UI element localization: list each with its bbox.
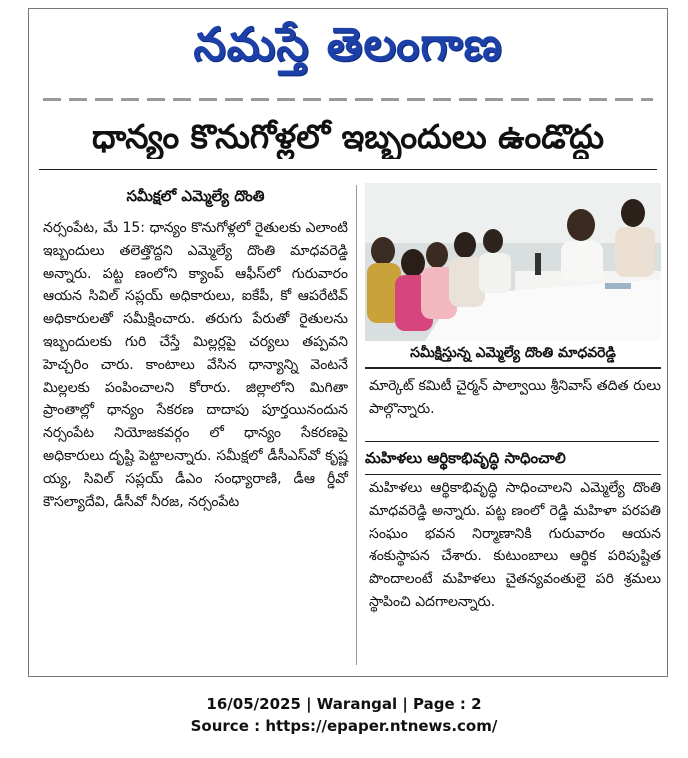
meeting-photo-illustration: [365, 183, 661, 341]
photo-caption: సమీక్షిస్తున్న ఎమ్మెల్యే దొంతి మాధవరెడ్డి: [365, 345, 661, 369]
section-rule: [365, 441, 659, 442]
article-subhead-right: మహిళలు ఆర్థికాభివృద్ధి సాధించాలి: [365, 449, 661, 475]
cut-edge: [43, 97, 653, 103]
footer-dateline: 16/05/2025 | Warangal | Page : 2: [206, 695, 482, 713]
article-photo: [365, 183, 661, 341]
column-divider: [356, 185, 357, 665]
masthead: [29, 11, 667, 81]
body-right-bottom-text: మహిళలు ఆర్థికాభివృద్ధి సాధించాలని ఎమ్మెల్యే దొంతి మాధవరెడ్డి అన్నారు. పట్ట ణంలో రెడ్డి మహిళా పరపతి సంఘం భవన నిర్మాణానికి గురువారం ఆయన శంకుస్థాపన చేశారు. కుటుంబాలు ఆర్థిక పరిపుష్టిత పొందాలంటే మహిళలు చైతన్యవంతులై పరి శ్రమలు స్థాపించి ఎదగాలన్నారు.: [369, 480, 661, 610]
body-right-top-text: మార్కెట్ కమిటీ చైర్మన్ పాల్వాయి శ్రీనివాస్ తదిత రులు పాల్గొన్నారు.: [369, 378, 661, 417]
newspaper-clipping: [28, 8, 668, 677]
headline-rule: [39, 169, 657, 170]
footer-source: Source : https://epaper.ntnews.com/: [190, 717, 498, 735]
article-body-right-top: [369, 375, 661, 421]
body-left-text: నర్సంపేట, మే 15: ధాన్యం కొనుగోళ్లలో రైతులకు ఎలాంటి ఇబ్బందులు తలెత్తొద్దని ఎమ్మెల్యే దొంతి మాధవరెడ్డి అన్నారు. పట్ట ణంలోని క్యాంప్ ఆఫీస్‌లో గురువారం ఆయన సివిల్ సప్లయ్ అధికారులు, ఐకేపీ, కో ఆపరేటివ్ అధికారులతో సమీక్షించారు. తరుగు పేరుతో రైతులను ఇబ్బందులకు గురి చేస్తే మిల్లర్లపై చర్యలు తప్పవని హెచ్చరిం చారు. కాంటాలు వేసిన ధాన్యాన్ని వెంటనే మిల్లలకు పంపించాలని కోరారు. జిల్లాలోని మిగితా ప్రాంతాల్లో ధాన్యం సేకరణ దాదాపు పూర్తయినందున నర్సంపేట నియోజకవర్గం లో ధాన్యం సేకరణపై అధికారులు దృష్టి పెట్టాలన్నారు. సమీక్షలో డీసీఎస్‌వో కృష్ణ య్య, సివిల్ సప్లయ్ డీఎం సంధ్యారాణి, డీఆ ర్డీవో కౌసల్యాదేవి, డీసీవో నీరజ, నర్సంపేట: [43, 220, 348, 510]
article-subhead: సమీక్షలో ఎమ్మెల్యే దొంతి: [126, 187, 265, 205]
masthead-title: నమస్తే తెలంగాణ: [193, 17, 503, 71]
article-body-right-bottom: [369, 477, 661, 614]
article-body-left: [43, 217, 348, 513]
article-headline: ధాన్యం కొనుగోళ్లలో ఇబ్బందులు ఉండొద్దు: [91, 117, 605, 156]
